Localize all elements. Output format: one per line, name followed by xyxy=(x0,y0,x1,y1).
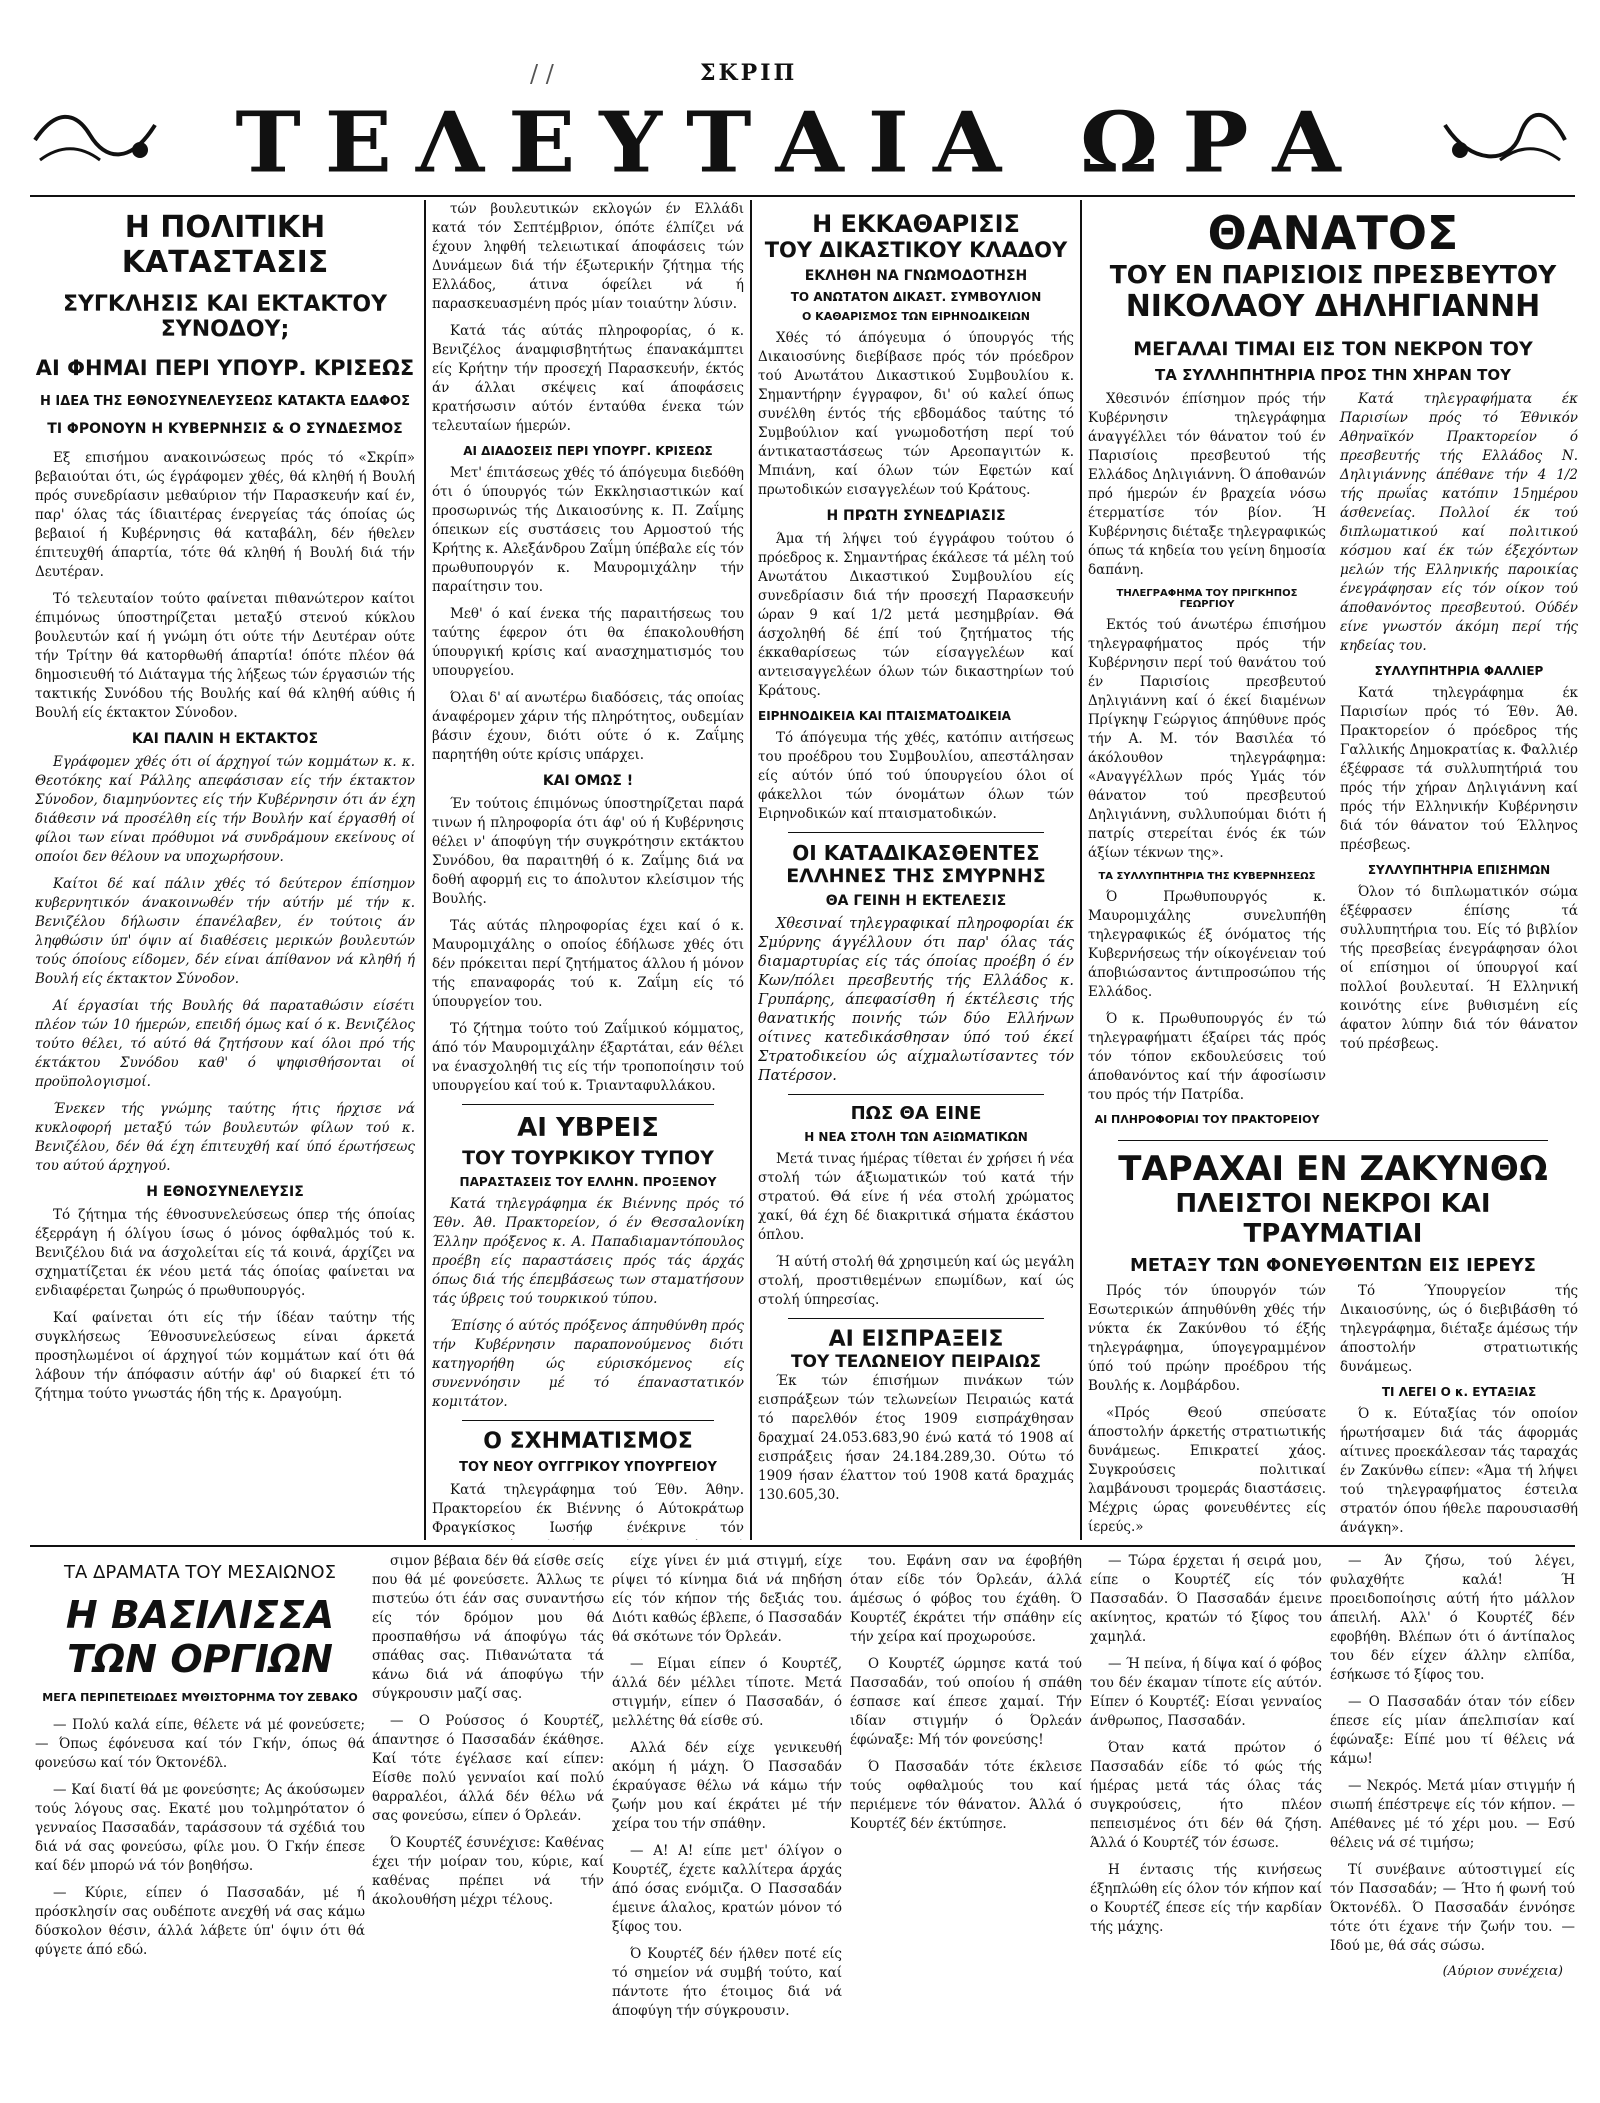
headline-paris-ambassador: ΤΟΥ ΕΝ ΠΑΡΙΣΙΟΙΣ ΠΡΕΣΒΕΥΤΟΥ xyxy=(1109,260,1557,289)
paragraph: Κατά τηλεγράφημα τού Έθν. Άθην. Πρακτορείου έκ Βιέννης ό Αύτοκράτωρ Φραγκίσκος Ιωσήφ ένέκρινε τόν xyxy=(432,1482,744,1536)
paragraph: — Τώρα έρχεται ή σειρά μου, είπε ο Κουρτέζ είς τόν Πασσαδάν. Ό Πασσαδάν έμεινε ακίνητος, κρατών τό ξίφος του χαμηλά. xyxy=(1090,1553,1322,1645)
subhead-fallieres: ΣΥΛΛΥΠΗΤΗΡΙΑ ΦΑΛΛΙΕΡ xyxy=(1374,664,1544,678)
paragraph: Ο Κουρτέζ ώρμησε κατά τού Πασσαδάν, τού οποίου ή σπάθη έσπασε καί έπεσε χαμαί. Τήν ιδίαν στιγμήν ό Όρλεάν έφώναξε: Μή τόν φονεύσης! xyxy=(850,1656,1082,1748)
subhead-great-honours: ΜΕΓΑΛΑΙ ΤΙΜΑΙ ΕΙΣ ΤΟΝ ΝΕΚΡΟΝ ΤΟΥ xyxy=(1133,338,1533,360)
paragraph: Χθεσινόν έπίσημον πρός τήν Κυβέρνησιν τηλεγράφημα άναγγέλλει τόν θάνατον τού έν Παρισίοις πρεσβευτού τής Ελλάδος Δηλιγιάννη. Ό άποθανών πρό ήμερών έν βραχεία νόσω έτερματίσε τόν βίον. Ή Κυβέρνησις διέταξε τηλεγραφικώς όπως τά κηδεία του γείνη δημοσία δαπάνη. xyxy=(1088,391,1326,578)
subhead-officials: ΣΥΛΛΥΠΗΤΗΡΙΑ ΕΠΙΣΗΜΩΝ xyxy=(1367,863,1551,877)
column-politics xyxy=(35,200,415,1540)
paragraph: Εκτός τού άνωτέρω έπισήμου τηλεγραφήματος πρός τήν Κυβέρνησιν περί τού θανάτου τού έν Παρισίοις πρεσβευτού Δηλιγιάννη καί ό έκεί διαμένων Πρίγκηψ Γεώργιος άπηύθυνε πρός τήν Α. Μ. τόν Βασιλέα τό άκόλουθον τηλεγράφημα: «Αναγγέλλων πρός Υμάς τόν θάνατον τού πρεσβευτού Δηλιγιάννη, συλλυπούμαι διότι ή πατρίς στερείται ένός έκ τών άξίων τέκνων της». xyxy=(1088,617,1326,861)
paragraph: Έκ τών έπισήμων πινάκων τών εισπράξεων τών τελωνείων Πειραιώς κατά τό παρελθόν έτος 1909 εισπράχθησαν δραχμαί 24.053.683,90 ένώ κατά τό 1908 αί εισπράξεις ήσαν 24.184.289,30. Ούτω τό 1909 ήσαν έλαττον τού 1908 κατά δραχμάς 130.605,30. xyxy=(758,1373,1074,1503)
headline-turkish-press: ΤΟΥ ΤΟΥΡΚΙΚΟΥ ΤΥΠΟΥ xyxy=(462,1147,714,1169)
paragraph: Τό άπόγευμα τής χθές, κατόπιν αιτήσεως του προέδρου του Συμβουλίου, απεστάλησαν είς αύτόν ύπό τού ύπουργείου όλοι οί φάκελλοι τών όνομάτων όλων τών Ειρηνοδικών καί πταισματοδικών. xyxy=(758,730,1074,822)
subcolumn-left xyxy=(1088,390,1326,1132)
headline-smyrna-greeks: ΕΛΛΗΝΕΣ ΤΗΣ ΣΜΥΡΝΗΣ xyxy=(786,865,1046,887)
headline-death: ΘΑΝΑΤΟΣ xyxy=(1207,206,1459,260)
paragraph: — Ή πείνα, ή δίψα καί ό φόβος του δέν έκαμαν τίποτε είς αύτόν. Είπεν ό Κουρτέζ: Είσαι γενναίος άνθρωπος, Πασσαδάν. xyxy=(1090,1656,1322,1729)
feuilleton-kicker: ΤΑ ΔΡΑΜΑΤΑ ΤΟΥ ΜΕΣΑΙΩΝΟΣ xyxy=(64,1562,336,1583)
paragraph: Έπίσης ό αύτός πρόξενος άπηυθύνθη πρός τήν Κυβέρνησιν παραπονούμενος διότι κατηγορήθη ώς εύρισκόμενος είς συνεννόησιν μέ τό έπαναστατικόν κομιτάτον. xyxy=(432,1318,744,1410)
paragraph: Πρός τόν ύπουργόν τών Εσωτερικών άπηυθύνθη χθές τήν νύκτα έκ Ζακύνθου τό έξής τηλεγράφημα, ύπογεγραμμένον ύπό τού πρώην προέδρου τής Βουλής κ. Λομβάρδου. xyxy=(1088,1283,1326,1394)
paragraph: Καί φαίνεται ότι είς τήν ίδέαν ταύτην τής συγκλήσεως Έθνοσυνελεύσεως είναι άρκετά προσηλωμένοι οί άρχηγοί τών κομμάτων καί ότι θά λάβουν τήν άπόφασιν αύτήν άφ' ού διαρκεί έτι τό ζήτημα τούτο γνωστάς ήδη τής κ. Δραγούμη. xyxy=(35,1310,415,1402)
feuilleton-title-column xyxy=(35,1552,365,2072)
paragraph: Τάς αύτάς πληροφορίας έχει καί ό κ. Μαυρομιχάλης ο οποίος έδήλωσε χθές ότι δέν πρόκειται περί ζητήματος άλλου ή μόνον τής επαναφοράς τού κ. Ζαΐμη είς τό ύπουργείον του. xyxy=(432,918,744,1010)
paragraph: Μετ' έπιτάσεως χθές τό άπόγευμα διεδόθη ότι ό ύπουργός τών Εκκλησιαστικών καί προσωρινώς τής Δικαιοσύνης κ. Π. Ζαΐμης όπεικων είς συστάσεις του Αρμοστού τής Κρήτης κ. Αλεξάνδρου Ζαΐμη ύπέβαλε είς τόν πρωθυπουργόν κ. Μαυρομιχάλην τήν παραίτησιν του. xyxy=(432,465,744,595)
headline-political-situation: Η ΠΟΛΙΤΙΚΗ ΚΑΤΑΣΤΑΣΙΣ xyxy=(121,210,329,280)
paragraph: — Καί διατί θά με φονεύσητε; Ας άκούσωμεν τούς λόγους σας. Εκατέ μου τολμηρότατον ό γενναίος Πασσαδάν, ταράσσουν τά σχέδιά του διά νά σας φονεύσω, φίλε μου. Ό Γκήν έπεσε καί δέν μπορώ νά τόν βοηθήσω. xyxy=(35,1782,365,1874)
subhead-agency-reports: ΑΙ ΠΛΗΡΟΦΟΡΙΑΙ ΤΟΥ ΠΡΑΚΤΟΡΕΙΟΥ xyxy=(1094,1113,1320,1126)
paragraph: Ό κ. Εύταξίας τόν οποίον ήρωτήσαμεν διά τάς άφορμάς αίτινες προεκάλεσαν τάς ταραχάς έν Ζακύνθω είπεν: «Άμα τή λήψει τού τηλεγραφήματος έστειλα στρατόν όπου ήθελε παρουσιασθή άνάγκη». xyxy=(1340,1406,1578,1536)
paragraph: Ό Πασσαδάν τότε έκλεισε τούς οφθαλμούς του καί περιέμενε τόν θάνατον. Άλλά ό Κουρτέζ δέν έκτύπησε. xyxy=(850,1759,1082,1832)
divider xyxy=(1118,1140,1548,1141)
paragraph: Όταν κατά πρώτον ό Πασσαδάν είδε τό φώς τής ήμέρας μετά τάς όλας τάς συγκρούσεις, ήτο πλέον πεπεισμένος ότι δέν θά ζήση. Άλλά ό Κουρτέζ τόν έσωσε. xyxy=(1090,1740,1322,1851)
column-death-ambassador xyxy=(1088,200,1578,1540)
paragraph: Τό ζήτημα τής έθνοσυνελεύσεως όπερ τής όποίας έξερράγη ή όλίγου ίσως ό μόνος όφθαλμός τού κ. Βενιζέλου διά να άσχολείται είς τά κοινά, άρχίζει να σχηματίζεται έκ νέου μετά τάς όποίας φαίνεται να ενδιαφέρεται ζωηρώς ό πρωθυπουργός. xyxy=(35,1207,415,1299)
subhead-first-session: Η ΠΡΩΤΗ ΣΥΝΕΔΡΙΑΣΙΣ xyxy=(826,508,1006,524)
paragraph: — Είμαι είπεν ό Κουρτέζ, άλλά δέν μέλλει τίποτε. Μετά στιγμήν, είπεν ό Πασσαδάν, ό μελλέτης θά είσθε σύ. xyxy=(612,1656,842,1729)
paragraph: Αλλά δέν είχε γενικευθή ακόμη ή μάχη. Ό Πασσαδάν έκραύγασε θέλω νά κάμω τήν ζωήν μου καί έκράτει μέ τήν χείρα του τήν σπάθην. xyxy=(612,1740,842,1832)
headline-formation: Ο ΣΧΗΜΑΤΙΣΜΟΣ xyxy=(483,1429,693,1454)
paragraph: σιμον βέβαια δέν θά είσθε σείς που θά μέ φονεύσετε. Άλλως τε πιστεύω ότι έάν σας συναντήσω είς τόν δρόμον μου θά προσπαθήσω νά άποφύγω τάς σπάθας σας. Πιθανώτατα τά κάνω διά νά άποφύγω τήν σύγκρουσιν μαζί σας. xyxy=(372,1553,604,1702)
paragraph: «Πρός Θεού σπεύσατε άποστολήν άρκετής στρατιωτικής δυνάμεως. Επικρατεί χάος. Συγκρούσεις πολιτικαί λαμβάνουσι τρομεράς διαστάσεις. Μέχρις ώρας φονευθέντες είς ίερεύς.» xyxy=(1088,1405,1326,1535)
paragraph: — Άν ζήσω, τού λέγει, φυλαχθήτε καλά! Ή προειδοποίησις αύτή ήτο μάλλον άπειλή. Αλλ' ό Κουρτέζ δέν εφοβήθη. Βλέπων ότι ό άντίπαλος του δέν είχεν άλλην ελπίδα, έσήκωσε τό ξίφος του. xyxy=(1330,1553,1575,1683)
paragraph: Τί συνέβαινε αύτοστιγμεί είς τόν Πασσαδάν; — Ήτο ή φωνή τού Όκτονέδλ. Ό Πασσαδάν έννόησε τότε ότι έχανε τήν ζωήν του. — Ιδού με, θά σάς σώσω. xyxy=(1330,1862,1575,1954)
paragraph: — Πολύ καλά είπε, θέλετε νά μέ φονεύσετε; — Όπως έφόνευσα καί τόν Γκήν, όπως θά φονεύσω καί τόν Όκτονέδλ. xyxy=(35,1717,365,1771)
paragraph: Χθές τό άπόγευμα ό ύπουργός τής Δικαιοσύνης διεβίβασε πρός τόν πρόεδρον τού Ανωτάτου Δικαστικού Συμβουλίου κ. Σημαντήρην έγγραφον, δι' ού καλεί όπως συνέλθη έντός τής εβδομάδος ταύτης τό Συμβούλιον καί γνωμοδοτήση περί τού άντικαταστάσεως τών Αρεοπαγιτών κ. Μπιάνη, καί όλων τών Εφετών καί πρωτοδικών εισαγγελέων τού Κράτους. xyxy=(758,330,1074,498)
paragraph: — Κύριε, είπεν ό Πασσαδάν, μέ ή πρόσκλησίν σας ουδέποτε ανεχθή νά σας κάμω δύσκολον θέσιν, άλλά λάβετε ύπ' όψιν ότι θά φύγετε άπό εδώ. xyxy=(35,1885,365,1958)
right-ornament-icon xyxy=(1440,105,1570,175)
paragraph: Κατά τηλεγραφήματα έκ Παρισίων πρός τό Έθνικόν Αθηναϊκόν Πρακτορείον ό πρεσβευτής τής Ελλάδος Ν. Δηλιγιάννης άπέθανε τήν 4 1/2 τής πρωΐας κατόπιν 15ημέρου άσθενείας. Πολλοί έκ τού διπλωματικού καί πολιτικού κόσμου καί έκ τών έξεχόντων μελών τής Ελληνικής παροικίας ένεγράφησαν είς τόν οίκον τού άποθανόντος πρεσβευτού. Ούδέν είνε γνωστόν άκόμη περί τής κηδείας του. xyxy=(1340,391,1578,654)
paragraph: του. Εφάνη σαν να έφοβήθη όταν είδε τόν Όρλεάν, άλλά άμέσως ό φόβος του έχάθη. Ό Κουρτέζ έκράτει τήν σπάθην είς τήν χείρα καί προχωρούσε. xyxy=(850,1553,1082,1645)
paragraph: Ένεκεν τής γνώμης ταύτης ήτις ήρχισε νά κυκλοφορή μεταξύ τών βουλευτών φίλων τού κ. Βενιζέλου, δέν θά έχη έπιτευχθή καί ύπό έρωτήσεως του αύτού άρχηγού. xyxy=(35,1101,415,1174)
paragraph: Όλον τό διπλωματικόν σώμα έξέφρασεν έπίσης τά συλλυπητήρια του. Είς τό βιβλίον τής πρεσβείας ένεγράφησαν όλοι οί επίσημοι οί ύπουργοί καί πολλοί βουλευταί. Ή Ελληνική κοινότης είνε βυθισμένη είς άφατον λύπην διά τόν θάνατον τού πρέσβεως. xyxy=(1340,884,1578,1052)
headline-purge: Η ΕΚΚΑΘΑΡΙΣΙΣ xyxy=(812,210,1020,238)
left-ornament-icon xyxy=(30,105,160,175)
paragraph: Μετά τινας ήμέρας τίθεται έν χρήσει ή νέα στολή τών άξιωματικών τού κατά τήν στρατού. Θά είνε ή νέα στολή χρώματος χακί, θά έχη δέ διακριτικά σήματα έκάστου όπλου. xyxy=(758,1151,1074,1243)
to-be-continued: (Αύριον συνέχεια) xyxy=(1442,1964,1563,1979)
paragraph: Αί έργασίαι τής Βουλής θά παραταθώσιν είσέτι πλέον τών 10 ήμερών, επειδή όμως καί ό κ. Βενιζέλος τούτο θέλει, τό αύτό θά ζητήσουν καί όλοι πρό τής έκτάκτου Συνόδου καθ' ό ψηφισθήσονται οί προϋπολογισμοί. xyxy=(35,998,415,1090)
column-rule-1 xyxy=(424,200,426,1540)
paragraph: Ό Κουρτέζ έσυνέχισε: Καθένας έχει τήν μοίραν του, κύριε, καί καθένας πρέπει νά τήν άκολουθήση μέχρι τέλους. xyxy=(372,1835,604,1908)
subhead-consul-representations: ΠΑΡΑΣΤΑΣΕΙΣ ΤΟΥ ΕΛΛΗΝ. ΠΡΟΞΕΝΟΥ xyxy=(459,1175,717,1189)
divider xyxy=(788,1318,1044,1319)
paragraph: Τό ζήτημα τούτο τού Ζαΐμικού κόμματος, άπό τόν Μαυρομιχάλην έξαρτάται, εάν θέλει να ένασχοληθή τις είς τήν τροποποίησιν τού υπουργείου καί τού κ. Τριανταφυλλάκου. xyxy=(432,1021,744,1094)
paragraph: Μεθ' ό καί ένεκα τής παραιτήσεως του ταύτης έφερον ότι θα έπακολουθήση ύπουργική κρίσις καί ανασχηματισμός του υπουργείου. xyxy=(432,606,744,679)
subhead-called-to-opine: ΕΚΛΗΘΗ ΝΑ ΓΝΩΜΟΔΟΤΗΣΗ xyxy=(804,268,1028,284)
subcolumn-right xyxy=(1340,1282,1578,1540)
masthead xyxy=(0,0,1600,192)
feuilleton-column-3 xyxy=(612,1552,842,2072)
paragraph: είχε γίνει έν μιά στιγμή, είχε ρίψει τό κίνημα διά νά πηδήση είς τόν κήπον τής δεξιάς του. Διότι καθώς έβλεπε, ό Πασσαδάν θά σκότωνε τόν Όρλεάν. xyxy=(612,1553,842,1645)
paragraph: Τό τελευταίον τούτο φαίνεται πιθανώτερον καίτοι έπιμόνως ύποστηρίζεται μεταξύ στενού κύκλου βουλευτών καί ή γνώμη ότι ούτε τήν Δευτέραν ούτε τήν Τρίτην θά κατορθωθή άπαρτία! όπότε πλέον θά δημοσιευθή τό Διάταγμα τής λήξεως τών έργασιών τής τακτικής Συνόδου τής Βουλής καί θά κληθή αύθις ή Βουλή είς έκτακτον Σύνοδον. xyxy=(35,591,415,721)
subcolumn-right xyxy=(1340,390,1578,1132)
subhead-crisis-rumours: ΑΙ ΔΙΑΔΟΣΕΙΣ ΠΕΡΙ ΥΠΟΥΡΓ. ΚΡΙΣΕΩΣ xyxy=(463,444,713,458)
paragraph: Χθεσιναί τηλεγραφικαί πληροφορίαι έκ Σμύρνης άγγέλλουν ότι παρ' όλας τάς διαμαρτυρίας είς τάς όποίας προέβη ό έν Κων/πόλει πρεσβευτής τής Ελλάδος κ. Γρυπάρης, άπεφασίσθη ή έκτέλεσις τής θανατικής ποινής τών δύο Ελλήνων οίτινες κατεδικάσθησαν ύπό τού έκεί Στρατοδικείου ώς αίχμαλωτίσαντες τόν Πατέρσον. xyxy=(758,916,1074,1084)
paragraph: Καίτοι δέ καί πάλιν χθές τό δεύτερον έπίσημον κυβερνητικόν άνακοινωθέν τήν αύτήν μέ τήν κ. Βενιζέλου δήλωσιν έπανέλαβεν, έν τούτοις άν ληφθώσιν ύπ' όψιν αί διαθέσεις μερικών βουλευτών τούς όποίους είδομεν, δέν είναι άπίθανον νά κληθή ή Βουλή είς έκτακτον Σύνοδον. xyxy=(35,876,415,987)
feuilleton-subtitle: ΜΕΓΑ ΠΕΡΙΠΕΤΕΙΩΔΕΣ ΜΥΘΙΣΤΟΡΗΜΑ ΤΟΥ ΖΕΒΑΚΟ xyxy=(42,1691,358,1704)
subhead-supreme-council: ΤΟ ΑΝΩΤΑΤΟΝ ΔΙΚΑΣΤ. ΣΥΜΒΟΥΛΙΟΝ xyxy=(790,290,1042,304)
paragraph: Άμα τή λήψει τού έγγράφου τούτου ό πρόεδρος κ. Σημαντήρας έκάλεσε τά μέλη τού Ανωτάτου Δικαστικού Συμβουλίου είς συνεδρίασιν διά τήν προσεχή Παρασκευήν ώραν 9 καί 1/2 μετά μεσημβρίαν. Θά άσχοληθή δέ έπί τού ζητήματος τής έκκαθαρίσεως τών είσαγγελέων καί αντεισαγγελέων όλων τών δικαστηρίων τού Κράτους. xyxy=(758,531,1074,699)
subhead-national-assembly: Η ΕΘΝΟΣΥΝΕΛΕΥΣΙΣ xyxy=(146,1184,304,1200)
paragraph: Ό Πρωθυπουργός κ. Μαυρομιχάλης συνελυπήθη τηλεγραφικώς έξ όνόματος τής Κυβερνήσεως τήν οίκογένειαν τού άποβιώσαντος άντιπροσώπου τής Ελλάδος. xyxy=(1088,889,1326,1000)
paragraph: Κατά τηλεγράφημα έκ Παρισίων πρός τό Έθν. Άθ. Πρακτορείον ό πρόεδρος τής Γαλλικής Δημοκρατίας κ. Φαλλιέρ έξέφρασε τά συλλυπητήριά του πρός τήν χήραν Δηλιγιάννη καί πρός τήν Ελληνικήν Κυβέρνησιν διά τόν θάνατον τού Έλληνος πρέσβεως. xyxy=(1340,685,1578,853)
subhead-again-extraordinary: ΚΑΙ ΠΑΛΙΝ Η ΕΚΤΑΚΤΟΣ xyxy=(131,731,319,747)
subhead-hungarian-ministry: ΤΟΥ ΝΕΟΥ ΟΥΓΓΡΙΚΟΥ ΥΠΟΥΡΓΕΙΟΥ xyxy=(459,1460,717,1475)
subhead-prince-george: ΤΗΛΕΓΡΑΦΗΜΑ ΤΟΥ ΠΡΙΓΚΗΠΟΣ ΓΕΩΡΓΙΟΥ xyxy=(1116,588,1298,610)
paragraph: — Νεκρός. Μετά μίαν στιγμήν ή σιωπή έπέστρεψε είς τόν κήπον. — Απέθανες μέ τό χέρι μου. — Εσύ θέλεις νά σέ τιμήσω; xyxy=(1330,1778,1575,1851)
paragraph: — Ο Ρούσσος ό Κουρτέζ, άπαντησε ό Πασσαδάν έκάθησε. Καί τότε έγέλασε καί είπεν: Είσθε πολύ γενναίοι καί πολύ θαρραλέοι, άλλά δέν θέλω νά σας φονεύσω, είπεν ό Όρλεάν. xyxy=(372,1713,604,1824)
subhead-national-assembly-idea: Η ΙΔΕΑ ΤΗΣ ΕΘΝΟΣΥΝΕΛΕΥΣΕΩΣ ΚΑΤΑΚΤΑ ΕΔΑΦΟΣ xyxy=(40,394,410,409)
subhead-magistrates-courts: ΕΙΡΗΝΟΔΙΚΕΙΑ ΚΑΙ ΠΤΑΙΣΜΑΤΟΔΙΚΕΙΑ xyxy=(758,709,1011,723)
banner-title: ΤΕΛΕΥΤΑΙΑ ΩΡΑ xyxy=(235,92,1365,192)
paper-name: ΣΚΡΙΠ xyxy=(700,60,798,86)
paragraph: Ό κ. Πρωθυπουργός έν τώ τηλεγραφήματι έξαίρει τάς πρός τόν τόπον εκδουλεύσεις τού άποθανόντος καί τήν άφοσίωσιν του πρός τήν Πατρίδα. xyxy=(1088,1011,1326,1103)
feuilleton-column-2 xyxy=(372,1552,604,2072)
column-judiciary xyxy=(758,200,1074,1540)
subhead-eutaxias-says: ΤΙ ΛΕΓΕΙ Ο κ. ΕΥΤΑΞΙΑΣ xyxy=(1381,1385,1537,1399)
headline-insults: ΑΙ ΥΒΡΕΙΣ xyxy=(517,1113,659,1143)
headline-extraordinary-session: ΣΥΓΚΛΗΣΙΣ ΚΑΙ ΕΚΤΑΚΤΟΥ ΣΥΝΟΔΟΥ; xyxy=(62,292,388,342)
divider xyxy=(462,1420,714,1421)
subhead-new-uniform: Η ΝΕΑ ΣΤΟΛΗ ΤΩΝ ΑΞΙΩΜΑΤΙΚΩΝ xyxy=(804,1130,1028,1144)
paragraph: Τό Ύπουργείον τής Δικαιοσύνης, ώς ό διεβιβάσθη τό τηλεγράφημα, διέταξε άμέσως τήν άποστολήν στρατιωτικής δυνάμεως. xyxy=(1340,1283,1578,1375)
paragraph: Ή αύτή στολή θά χρησιμεύη καί ώς μεγάλη στολή, προστιθεμένων επωμίδων, καί ώς στολή ύπηρεσίας. xyxy=(758,1254,1074,1308)
headline-zakynthos-riots: ΤΑΡΑΧΑΙ ΕΝ ΖΑΚΥΝΘΩ xyxy=(1118,1149,1548,1189)
column-rule-2 xyxy=(750,200,752,1540)
paragraph: τών βουλευτικών εκλογών έν Ελλάδι κατά τόν Σεπτέμβριον, όπότε έλπίζει νά έχουν ληφθή τελειωτικαί άποφάσεις τών Δυνάμεων διά τήν έξωτερικήν ζήτημα τής Ελλάδος, άτινα όφείλει νά ή παρασκευασμένη πρός μίαν τοιαύτην λύσιν. xyxy=(432,201,744,312)
paragraph: Η έντασις τής κινήσεως έξηπλώθη είς όλον τόν κήπον καί ο Κουρτέζ έπεσε είς τήν καρδίαν τής μάχης. xyxy=(1090,1862,1322,1935)
paragraph: Ό Κουρτέζ δέν ήλθεν ποτέ είς τό σημείον νά συμβή τούτο, καί πάντοτε ήτο έτοιμος διά νά άποφύγη τήν σύγκρουσιν. xyxy=(612,1946,842,2019)
headline-nikolaos-deligiannis: ΝΙΚΟΛΑΟΥ ΔΗΛΗΓΙΑΝΝΗ xyxy=(1125,289,1541,324)
headline-crisis-rumours: ΑΙ ΦΗΜΑΙ ΠΕΡΙ ΥΠΟΥΡ. ΚΡΙΣΕΩΣ xyxy=(35,356,415,380)
headline-how-it-will-be: ΠΩΣ ΘΑ ΕΙΝΕ xyxy=(850,1103,982,1124)
headline-revenues: ΑΙ ΕΙΣΠΡΑΞΕΙΣ xyxy=(828,1327,1004,1352)
paragraph: Εγράφομεν χθές ότι οί άρχηγοί τών κομμάτων κ. κ. Θεοτόκης καί Ράλλης απεφάσισαν είς τήν έκτακτον Σύνοδον, διαμηνύοντες είς τήν Κυβέρνησιν ότι άν έχη διάθεσιν νά προσέλθη είς τήν Βουλήν καί έργασθή οί φίλοι των είναι πρόθυμοι νά συνδράμουν εκείνους οί οποίοι δεν θέλουν να υποχωρήσουν. xyxy=(35,754,415,865)
feuilleton-title-line2: ΤΩΝ ΟΡΓΙΩΝ xyxy=(67,1637,333,1681)
subhead-government-condolences: ΤΑ ΣΥΛΛΥΠΗΤΗΡΙΑ ΤΗΣ ΚΥΒΕΡΝΗΣΕΩΣ xyxy=(1098,871,1316,882)
divider xyxy=(462,1104,714,1105)
paragraph: Έν τούτοις έπιμόνως ύποστηρίζεται παρά τινων ή πληροφορία ότι άφ' ού ή Κυβέρνησις θέλει ν' άποφύγη τήν συγκρότησιν εκτάκτου Συνόδου, θα παραιτηθή ό κ. Ζαΐμης διά να δοθή αφορμή εις το άπολυτον κλείσιμον τής Βουλής. xyxy=(432,796,744,907)
paragraph: — Α! Α! είπε μετ' όλίγον ο Κουρτέζ, έχετε καλλίτερα άρχάς άπό όσας ενόμιζα. Ο Πασσαδάν έμεινε άλαλος, κρατών μόνον τό ξίφος του. xyxy=(612,1843,842,1935)
subhead-execution: ΘΑ ΓΕΙΝΗ Η ΕΚΤΕΛΕΣΙΣ xyxy=(825,893,1007,909)
paragraph: Κατά τάς αύτάς πληροφορίας, ό κ. Βενιζέλος άναμφισβητήτως έπανακάμπτει είς Κρήτην τήν προσεχή Παρασκευήν, έκτός άν άλλαι σκέψεις καί άποφάσεις κρατήσωσιν αύτόν ένταύθα ένεκα τών τελευταίων ήμερών. xyxy=(432,323,744,434)
two-column-body-zakynthos xyxy=(1088,1282,1578,1540)
paragraph: Όλαι δ' αί ανωτέρω διαδόσεις, τάς οποίας άναφέρομεν χάριν τής πληρότητος, ουδεμίαν βάσιν έχουν, διότι ούτε ό κ. Ζαΐμης παρητήθη ούτε κρίσις υπάρχει. xyxy=(432,690,744,763)
subhead-condolences-widow: ΤΑ ΣΥΛΛΗΠΗΤΗΡΙΑ ΠΡΟΣ ΤΗΝ ΧΗΡΑΝ ΤΟΥ xyxy=(1155,366,1511,384)
divider xyxy=(788,1094,1044,1095)
subhead-and-yet: ΚΑΙ ΟΜΩΣ ! xyxy=(542,773,634,789)
feuilleton-rule xyxy=(30,1545,1575,1547)
headline-dead-and-wounded: ΠΛΕΙΣΤΟΙ ΝΕΚΡΟΙ ΚΑΙ ΤΡΑΥΜΑΤΙΑΙ xyxy=(1175,1189,1491,1249)
feuilleton-title-line1: Η ΒΑΣΙΛΙΣΣΑ xyxy=(65,1593,335,1637)
feuilleton-column-5 xyxy=(1090,1552,1322,2072)
subcolumn-left xyxy=(1088,1282,1326,1540)
feuilleton-column-4 xyxy=(850,1552,1082,2072)
subhead-government-views: ΤΙ ΦΡΟΝΟΥΝ Η ΚΥΒΕΡΝΗΣΙΣ & Ο ΣΥΝΔΕΣΜΟΣ xyxy=(47,421,403,437)
headline-piraeus-customs: ΤΟΥ ΤΕΛΩΝΕΙΟΥ ΠΕΙΡΑΙΩΣ xyxy=(790,1352,1042,1372)
paragraph: — Ο Πασσαδάν όταν τόν είδεν έπεσε είς μίαν άπελπισίαν καί έφώναξε: Είπέ μου τί θέλεις νά κάμω! xyxy=(1330,1694,1575,1767)
subhead-magistrates-cleanup: Ο ΚΑΘΑΡΙΣΜΟΣ ΤΩΝ ΕΙΡΗΝΟΔΙΚΕΙΩΝ xyxy=(801,310,1030,323)
subhead-priest-among-killed: ΜΕΤΑΞΥ ΤΩΝ ΦΟΝΕΥΘΕΝΤΩΝ ΕΙΣ ΙΕΡΕΥΣ xyxy=(1130,1255,1536,1276)
column-cabinet xyxy=(432,200,744,1540)
headline-condemned: ΟΙ ΚΑΤΑΔΙΚΑΣΘΕΝΤΕΣ xyxy=(792,841,1040,865)
top-rule xyxy=(30,195,1575,197)
paragraph: Κατά τηλεγράφημα έκ Βιέννης πρός τό Έθν. Άθ. Πρακτορείον, ό έν Θεσσαλονίκη Έλλην πρόξενος κ. Α. Παπαδιαμαντόπουλος προέβη είς παραστάσεις πρός τάς άρχάς όπως διά τής έπεμβάσεως των σταματήσουν τάς ύβρεις τού τουρκικού τύπου. xyxy=(432,1196,744,1307)
column-rule-3 xyxy=(1080,200,1082,1540)
two-column-body xyxy=(1088,390,1578,1132)
feuilleton-column-6 xyxy=(1330,1552,1575,2072)
headline-judicial-branch: ΤΟΥ ΔΙΚΑΣΤΙΚΟΥ ΚΛΑΔΟΥ xyxy=(764,238,1068,262)
paragraph: Εξ επισήμου ανακοινώσεως πρός τό «Σκρίπ» βεβαιούται ότι, ώς έγράφομεν χθές, θά κληθή ή Βουλή πρός συνεδρίασιν μεθαύριον τήν Παρασκευήν καί έν, παρ' όλας τάς ίδιαιτέρας ένεργείας τάς όποίας ώς βεβαιοί ή Κυβέρνησις θά καταβάλη, δέν ήθελεν έπιτευχθή άπαρτία, τότε θά κληθή ή Βουλή διά τήν Δευτέραν. xyxy=(35,450,415,580)
divider xyxy=(788,832,1044,833)
page-marks: / / xyxy=(530,60,554,88)
